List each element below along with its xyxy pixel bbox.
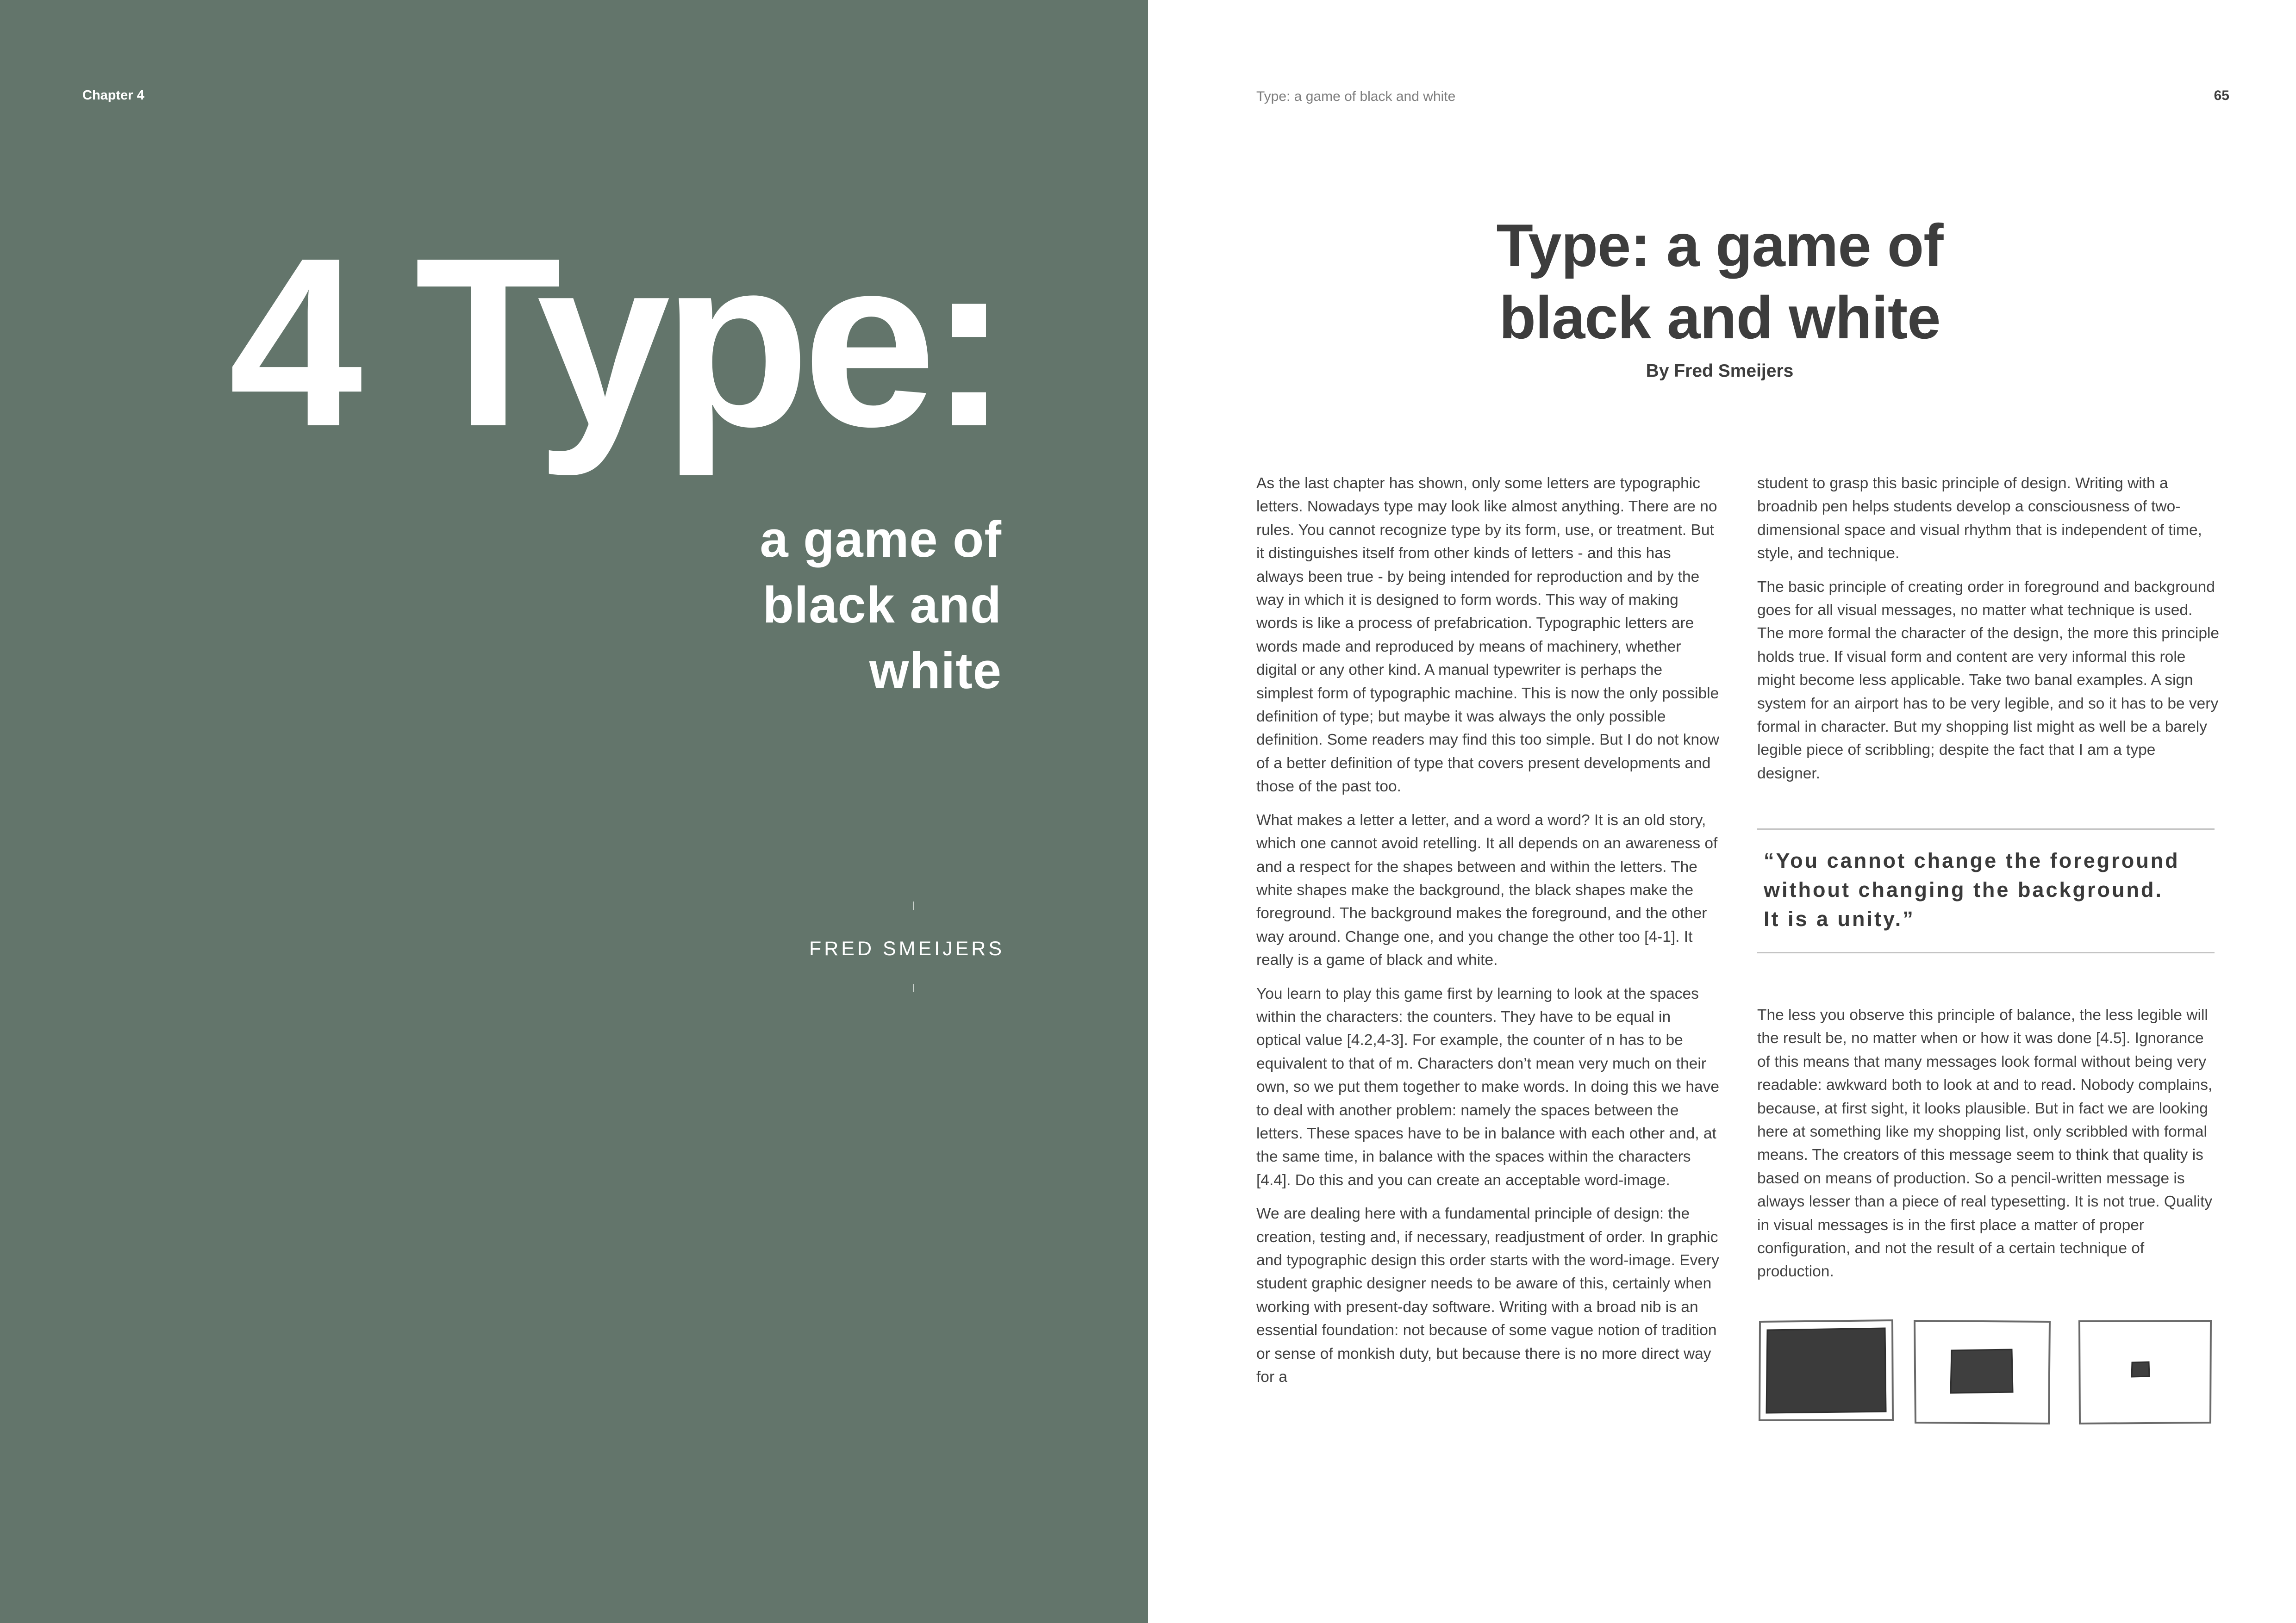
- subtitle-line: a game of: [760, 511, 1002, 568]
- subtitle-line: white: [869, 642, 1002, 699]
- title-line: Type: a game of: [1496, 211, 1943, 279]
- body-column-right-top: [1757, 472, 2220, 796]
- body-column-left: [1256, 472, 1719, 1399]
- subtitle-line: black and: [762, 577, 1002, 634]
- pullquote-rule-bottom: [1757, 952, 2215, 953]
- running-head-title: Type: a game of black and white: [1256, 89, 1456, 104]
- article-title: [1463, 209, 1977, 354]
- pull-quote-line: without changing the background.: [1764, 878, 2163, 902]
- running-head-chapter: Chapter 4: [82, 88, 144, 103]
- title-line: black and white: [1499, 284, 1940, 351]
- chapter-title: 4 Type:: [229, 208, 1002, 477]
- byline: By Fred Smeijers: [1646, 361, 1794, 381]
- paragraph: student to grasp this basic principle of design. Writing with a broadnib pen helps students develop a consciousness of two-dimensional space and visual rhythm that is independent of time, style, and technique.: [1757, 475, 2202, 562]
- right-page: [1148, 0, 2296, 1623]
- paragraph: You learn to play this game first by learning to look at the spaces within the characters: the counters. They have to be equal in optical value [4.2,4-3]. For example, the counter of n has to be equivalent to that of m. Characters don’t mean very much on their own, so we put them together to make words. In doing this we have to deal with another problem: namely the spaces between the letters. These spaces have to be in balance with each other and, at the same time, in balance with the spaces within the characters [4.4]. Do this and you can create an acceptable word-image.: [1256, 985, 1719, 1189]
- paragraph: The less you observe this principle of balance, the less legible will the result be, no matter when or how it was done [4.5]. Ignorance of this means that many messages look formal without being very readable: awkward both to look at and to read. Nobody complains, because, at first sight, it looks plausible. But in fact we are looking here at something like my shopping list, only scribbled with formal means. The creators of this message seem to think that quality is based on means of production. So a pencil-written message is always lesser than a piece of real typesetting. It is not true. Quality in visual messages is in the first place a matter of proper configuration, and not the result of a certain technique of production.: [1757, 1007, 2213, 1281]
- pull-quote-line: “You cannot change the foreground: [1764, 849, 2180, 872]
- pullquote-rule-top: [1757, 828, 2215, 830]
- paragraph: We are dealing here with a fundamental principle of design: the creation, testing and, if necessary, readjustment of order. In graphic and typographic design this order starts with the word-image. Every student graphic designer needs to be aware of this, certainly when working with present-day software. Writing with a broad nib is an essential foundation: not because of some vague notion of tradition or sense of monkish duty, but because there is no more direct way for a: [1256, 1205, 1719, 1386]
- sketch-medium-square: [1913, 1319, 2052, 1425]
- pull-quote: [1764, 846, 2208, 933]
- paragraph: The basic principle of creating order in foreground and background goes for all visual messages, no matter what technique is used. The more formal the character of the design, the more this principle holds true. If visual form and content are very informal this role might become less applicable. Take two banal examples. A sign system for an airport has to be very legible, and so it has to be very formal in character. But my shopping list might as well be a barely legible piece of scribbling; despite the fact that I am a type designer.: [1757, 578, 2220, 782]
- sketch-small-square: [2078, 1319, 2213, 1425]
- chapter-subtitle: [585, 507, 1002, 704]
- chapter-author: FRED SMEIJERS: [809, 938, 1004, 960]
- author-tick-bottom: [913, 984, 914, 992]
- sketch-large-square: [1758, 1319, 1894, 1422]
- author-tick-top: [913, 902, 914, 910]
- page-number: 65: [2214, 88, 2229, 103]
- paragraph: What makes a letter a letter, and a word a word? It is an old story, which one cannot avoid retelling. It all depends on an awareness of and a respect for the shapes between and within the letters. The white shapes make the background, the black shapes make the foreground. The background makes the foreground, and the other way around. Change one, and you change the other too [4-1]. It really is a game of black and white.: [1256, 811, 1718, 969]
- pull-quote-line: It is a unity.”: [1764, 907, 1915, 931]
- body-column-right-bottom: [1757, 1004, 2220, 1294]
- paragraph: As the last chapter has shown, only some letters are typographic letters. Nowadays type may look like almost anything. There are no rules. You cannot recognize type by its form, use, or treatment. But it distinguishes itself from other kinds of letters - and this has always been true - by being intended for reproduction and by the way in which it is designed to form words. This way of making words is like a process of prefabrication. Typographic letters are words made and reproduced by means of machinery, whether digital or any other kind. A manual typewriter is perhaps the simplest form of typographic machine. This is now the only possible definition of type; but maybe it was always the only possible definition. Some readers may find this too simple. But I do not know of a better definition of type that covers present developments and those of the past too.: [1256, 475, 1719, 796]
